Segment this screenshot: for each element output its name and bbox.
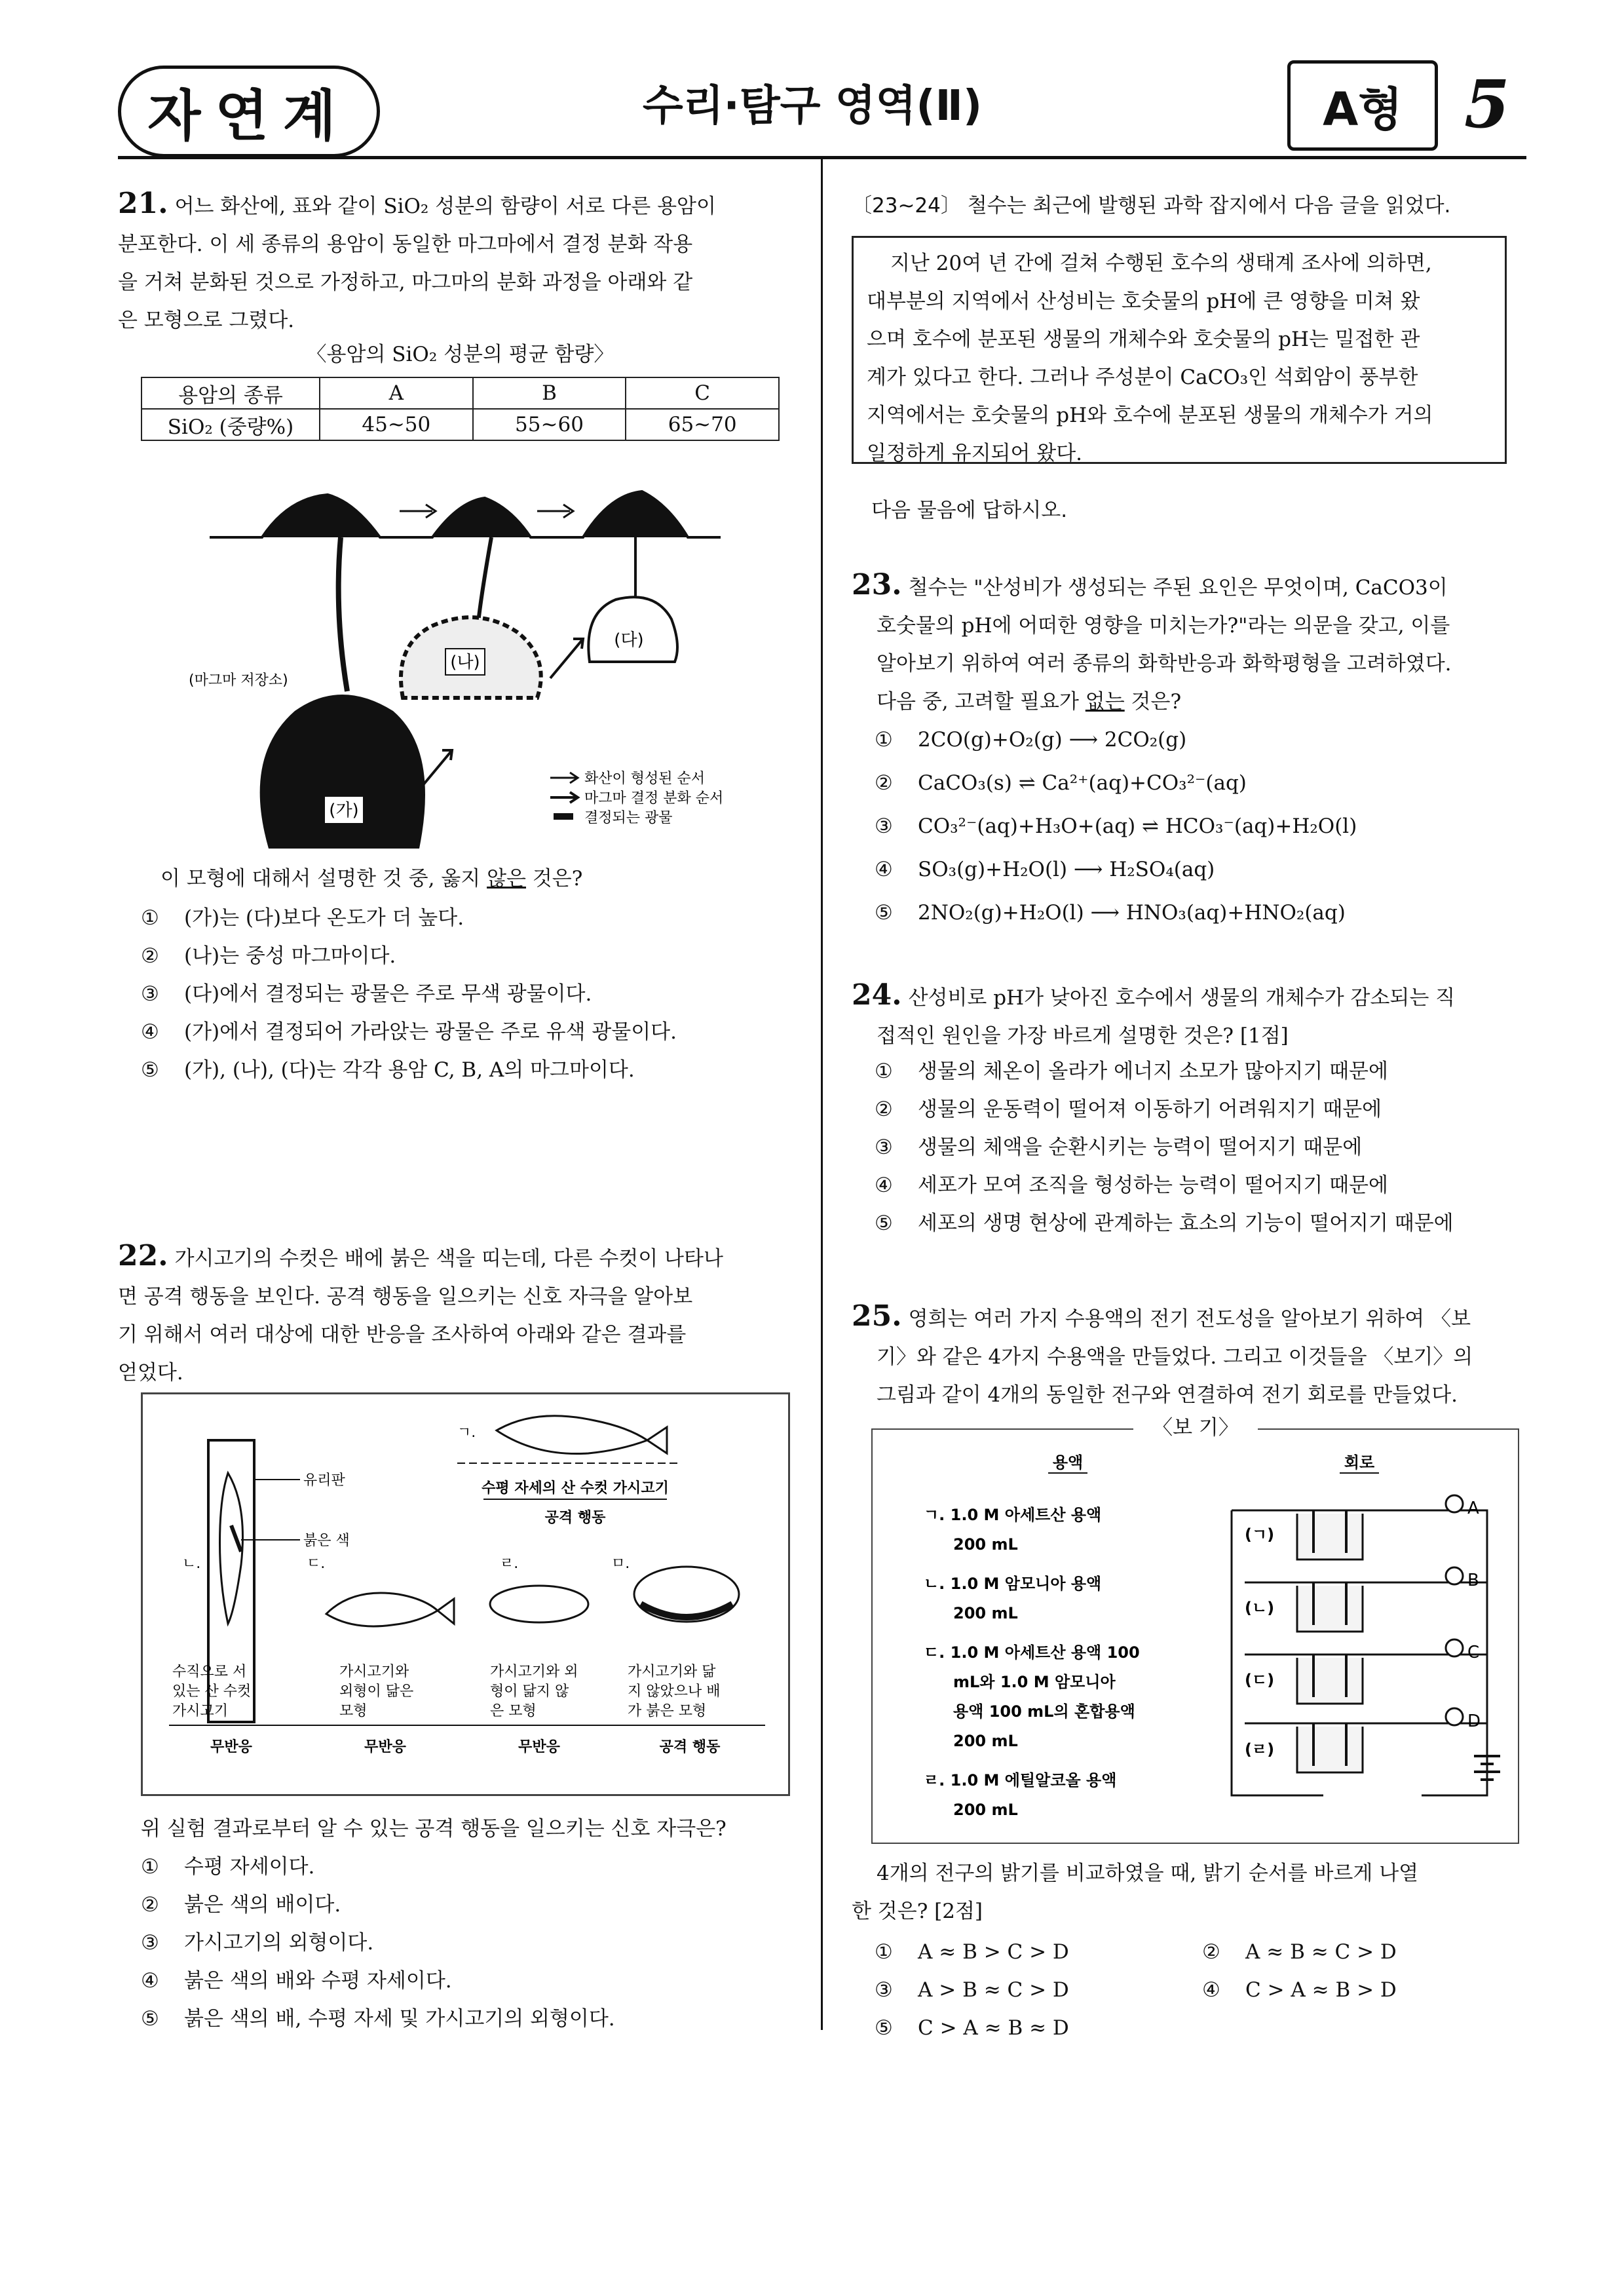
q21-option-3[interactable] bbox=[141, 975, 803, 1013]
legend-differentiation-label: 마그마 결정 분화 순서 bbox=[584, 790, 724, 807]
solution-da-line-4: 200 mL bbox=[953, 1732, 1018, 1750]
option-mark: ④ bbox=[875, 1174, 893, 1197]
q22-stem bbox=[118, 1237, 799, 1392]
differentiation-arrow-2 bbox=[550, 639, 583, 678]
item-ma-desc-1: 가시고기와 닮 bbox=[628, 1664, 716, 1680]
beaker-na bbox=[1297, 1586, 1363, 1632]
form-label: A형 bbox=[1323, 82, 1403, 136]
answer-prompt: 다음 물음에 답하시오. bbox=[871, 499, 1068, 522]
bulb-b-label: B bbox=[1467, 1571, 1479, 1590]
item-ga-result: 공격 행동 bbox=[544, 1510, 606, 1526]
q23-option-2[interactable] bbox=[875, 761, 1523, 805]
option-text: (나)는 중성 마그마이다. bbox=[184, 944, 396, 968]
magma-chamber-label: (마그마 저장소) bbox=[189, 672, 288, 689]
solution-header: 용액 bbox=[1052, 1453, 1084, 1472]
bulb-c-label: C bbox=[1467, 1643, 1480, 1662]
q25-stem bbox=[852, 1297, 1533, 1414]
option-text: CaCO₃(s) ⇌ Ca²⁺(aq)+CO₃²⁻(aq) bbox=[918, 771, 1247, 795]
q23-stem bbox=[852, 566, 1533, 721]
table-cell: 55~60 bbox=[473, 409, 626, 440]
passage-line-5: 지역에서는 호숫물의 pH와 호수에 분포된 생물의 개체수가 거의 bbox=[867, 404, 1433, 427]
q21-option-1[interactable] bbox=[141, 899, 803, 937]
q22-number: 22. bbox=[118, 1239, 168, 1272]
q23-line-3: 알아보기 위하여 여러 종류의 화학반응과 화학평형을 고려하였다. bbox=[877, 652, 1452, 676]
item-ma-letter: ㅁ. bbox=[611, 1556, 630, 1572]
q21-question-post: 것은? bbox=[525, 867, 583, 890]
solution-ga-line-2: 200 mL bbox=[953, 1535, 1018, 1554]
q24-option-2[interactable] bbox=[875, 1090, 1523, 1128]
item-na-desc-1: 수직으로 서 bbox=[172, 1664, 247, 1680]
q25-option-4[interactable] bbox=[1202, 1971, 1397, 2009]
option-text: (가)는 (다)보다 온도가 더 높다. bbox=[184, 906, 464, 930]
q23-question-pre: 다음 중, 고려할 필요가 bbox=[877, 690, 1086, 714]
q24-options bbox=[875, 1052, 1523, 1242]
model-red-belly bbox=[634, 1567, 739, 1622]
option-mark: ① bbox=[875, 1940, 893, 1964]
option-text: 붉은 색의 배, 수평 자세 및 가시고기의 외형이다. bbox=[184, 2007, 615, 2031]
q25-line-1: 영희는 여러 가지 수용액의 전기 전도성을 알아보기 위하여 〈보 bbox=[908, 1307, 1471, 1331]
q21-question-underline: 않은 bbox=[487, 867, 526, 890]
volcano-surface bbox=[210, 491, 721, 537]
q24-option-4[interactable] bbox=[875, 1166, 1523, 1204]
option-mark: ④ bbox=[141, 1969, 159, 1993]
q24-option-1[interactable] bbox=[875, 1052, 1523, 1090]
option-text: C > A ≈ B > D bbox=[1245, 1978, 1397, 2002]
option-mark: ② bbox=[875, 771, 893, 795]
option-text: A ≈ B > C > D bbox=[918, 1940, 1069, 1964]
solution-na-line-2: 200 mL bbox=[953, 1604, 1018, 1622]
item-ma-desc-2: 지 않았으나 배 bbox=[628, 1683, 721, 1700]
item-da-desc-3: 모형 bbox=[339, 1703, 368, 1719]
option-mark: ⑤ bbox=[875, 2016, 893, 2040]
option-mark: ① bbox=[875, 728, 893, 752]
q22-option-3[interactable] bbox=[141, 1924, 803, 1962]
passage-line-2: 대부분의 지역에서 산성비는 호숫물의 pH에 큰 영향을 미쳐 왔 bbox=[867, 290, 1420, 313]
option-mark: ⑤ bbox=[875, 1212, 893, 1235]
q25-question-line-2: 한 것은? [2점] bbox=[852, 1900, 983, 1923]
bulb-b-icon bbox=[1446, 1567, 1463, 1584]
option-text: 세포가 모여 조직을 형성하는 능력이 떨어지기 때문에 bbox=[918, 1174, 1388, 1197]
table-header-cell: 용암의 종류 bbox=[142, 377, 320, 409]
beaker-ra bbox=[1297, 1727, 1363, 1772]
solution-ga-line-1: ㄱ. 1.0 M 아세트산 용액 bbox=[924, 1506, 1102, 1524]
q22-line-4: 얻었다. bbox=[118, 1361, 183, 1385]
q25-option-2[interactable] bbox=[1202, 1933, 1397, 1971]
option-mark: ③ bbox=[141, 1931, 159, 1955]
bulb-a-label: A bbox=[1467, 1499, 1479, 1518]
option-text: CO₃²⁻(aq)+H₃O+(aq) ⇌ HCO₃⁻(aq)+H₂O(l) bbox=[918, 814, 1357, 838]
legend-formation-arrow bbox=[550, 773, 578, 783]
item-na-desc-3: 가시고기 bbox=[172, 1703, 229, 1719]
option-text: 붉은 색의 배이다. bbox=[184, 1893, 341, 1917]
q22-option-4[interactable] bbox=[141, 1962, 803, 2000]
beaker-na-label: (ㄴ) bbox=[1245, 1599, 1275, 1617]
passage-box bbox=[852, 236, 1507, 464]
option-text: (가), (나), (다)는 각각 용암 C, B, A의 마그마이다. bbox=[184, 1058, 635, 1082]
option-text: A ≈ B ≈ C > D bbox=[1245, 1940, 1397, 1964]
option-mark: ⑤ bbox=[875, 901, 893, 925]
q23-line-1: 철수는 "산성비가 생성되는 주된 요인은 무엇이며, CaCO3이 bbox=[908, 576, 1448, 600]
q25-line-3: 그림과 같이 4개의 동일한 전구와 연결하여 전기 회로를 만들었다. bbox=[877, 1383, 1458, 1407]
passage-line-6: 일정하게 유지되어 왔다. bbox=[867, 442, 1083, 465]
q21-stem bbox=[118, 185, 799, 339]
q24-option-5[interactable] bbox=[875, 1204, 1523, 1242]
q21-line-3: 을 거쳐 분화된 것으로 가정하고, 마그마의 분화 과정을 아래와 같 bbox=[118, 271, 693, 294]
model-blob bbox=[490, 1586, 588, 1622]
bulb-group bbox=[1446, 1495, 1463, 1725]
q25-option-5[interactable] bbox=[875, 2009, 1530, 2047]
q23-option-4[interactable] bbox=[875, 848, 1523, 891]
table-cell: 45~50 bbox=[320, 409, 473, 440]
surface-arrow-1-outline bbox=[400, 505, 436, 518]
option-mark: ② bbox=[141, 944, 159, 968]
option-text: 생물의 체온이 올라가 에너지 소모가 많아지기 때문에 bbox=[918, 1060, 1388, 1083]
q23-24-intro: 〔23~24〕 철수는 최근에 발행된 과학 잡지에서 다음 글을 읽었다. bbox=[852, 194, 1451, 218]
chamber-ga bbox=[260, 695, 425, 849]
item-ma-desc-3: 가 붉은 모형 bbox=[628, 1703, 707, 1719]
red-label: 붉은 색 bbox=[303, 1533, 350, 1549]
model-fish-tail bbox=[438, 1599, 454, 1624]
bulb-a-icon bbox=[1446, 1495, 1463, 1512]
item-da-desc-1: 가시고기와 bbox=[339, 1664, 409, 1680]
q24-stem bbox=[852, 976, 1533, 1055]
option-text: 2NO₂(g)+H₂O(l) ⟶ HNO₃(aq)+HNO₂(aq) bbox=[918, 901, 1346, 925]
conduit-na bbox=[478, 537, 491, 622]
q24-line-2: 접적인 원인을 가장 바르게 설명한 것은? [1점] bbox=[877, 1024, 1289, 1048]
bulb-c-icon bbox=[1446, 1639, 1463, 1656]
table-header-row bbox=[142, 377, 779, 409]
horizontal-fish bbox=[497, 1416, 647, 1454]
chamber-na-label: (나) bbox=[450, 653, 480, 672]
circuit-header: 회로 bbox=[1344, 1453, 1375, 1472]
q21-line-1: 어느 화산에, 표와 같이 SiO₂ 성분의 함량이 서로 다른 용암이 bbox=[174, 195, 716, 218]
q21-line-4: 은 모형으로 그렸다. bbox=[118, 309, 295, 332]
option-text: 생물의 체액을 순환시키는 능력이 떨어지기 때문에 bbox=[918, 1136, 1363, 1159]
solution-da-line-1: ㄷ. 1.0 M 아세트산 용액 100 bbox=[924, 1643, 1140, 1662]
option-text: (가)에서 결정되어 가라앉는 광물은 주로 유색 광물이다. bbox=[184, 1020, 677, 1044]
beaker-ga bbox=[1297, 1514, 1363, 1559]
option-mark: ④ bbox=[1202, 1978, 1220, 2002]
q21-options bbox=[141, 899, 803, 1089]
q25-option-1[interactable] bbox=[875, 1933, 1202, 1971]
item-da-result: 무반응 bbox=[364, 1739, 406, 1755]
legend-formation-label: 화산이 형성된 순서 bbox=[584, 771, 706, 787]
q24-number: 24. bbox=[852, 978, 902, 1012]
q23-question-underline: 없는 bbox=[1085, 690, 1125, 714]
option-text: C > A ≈ B ≈ D bbox=[918, 2016, 1069, 2040]
q23-option-5[interactable] bbox=[875, 891, 1523, 934]
option-text: 붉은 색의 배와 수평 자세이다. bbox=[184, 1969, 452, 1993]
q23-options bbox=[875, 718, 1523, 934]
legend-mineral-mark bbox=[554, 813, 573, 820]
option-mark: ⑤ bbox=[141, 2007, 159, 2031]
q21-question-pre: 이 모형에 대해서 설명한 것 중, 옳지 bbox=[161, 867, 487, 890]
item-da-letter: ㄷ. bbox=[307, 1556, 326, 1572]
beakers bbox=[1297, 1514, 1363, 1772]
form-badge bbox=[1287, 60, 1438, 151]
option-mark: ① bbox=[141, 1855, 159, 1879]
item-ra-desc-2: 형이 닮지 않 bbox=[490, 1683, 569, 1700]
solution-ra-line-1: ㄹ. 1.0 M 에틸알코올 용액 bbox=[924, 1771, 1117, 1789]
table-cell: SiO₂ (중량%) bbox=[142, 409, 320, 440]
passage-line-4: 계가 있다고 한다. 그러나 주성분이 CaCO₃인 석회암이 풍부한 bbox=[867, 366, 1418, 389]
q25-number: 25. bbox=[852, 1299, 902, 1333]
item-ga-caption: 수평 자세의 산 수컷 가시고기 bbox=[482, 1480, 669, 1497]
model-fish-shaped bbox=[326, 1593, 438, 1626]
q24-line-1: 산성비로 pH가 낮아진 호수에서 생물의 개체수가 감소되는 직 bbox=[908, 986, 1456, 1010]
option-mark: ② bbox=[141, 1893, 159, 1917]
q25-options bbox=[875, 1933, 1530, 2047]
q22-option-2[interactable] bbox=[141, 1886, 803, 1924]
chamber-da bbox=[588, 597, 677, 662]
q23-number: 23. bbox=[852, 568, 902, 602]
option-text: 생물의 운동력이 떨어져 이동하기 어려워지기 때문에 bbox=[918, 1098, 1382, 1121]
section-badge bbox=[118, 66, 380, 157]
column-divider bbox=[821, 156, 823, 2030]
q21-line-2: 분포한다. 이 세 종류의 용암이 동일한 마그마에서 결정 분화 작용 bbox=[118, 233, 693, 256]
q22-line-1: 가시고기의 수컷은 배에 붉은 색을 띠는데, 다른 수컷이 나타나 bbox=[174, 1247, 723, 1271]
q21-option-2[interactable] bbox=[141, 937, 803, 975]
table-row bbox=[142, 409, 779, 440]
q21-option-5[interactable] bbox=[141, 1051, 803, 1089]
q25-option-3[interactable] bbox=[875, 1971, 1202, 2009]
option-mark: ② bbox=[875, 1098, 893, 1121]
item-na-desc-2: 있는 산 수컷 bbox=[172, 1683, 252, 1700]
item-da-desc-2: 외형이 닮은 bbox=[339, 1683, 414, 1700]
q23-option-3[interactable] bbox=[875, 805, 1523, 848]
option-text: SO₃(g)+H₂O(l) ⟶ H₂SO₄(aq) bbox=[918, 858, 1215, 881]
item-ga-letter: ㄱ. bbox=[457, 1425, 476, 1441]
option-mark: ① bbox=[875, 1060, 893, 1083]
legend-mineral-label: 결정되는 광물 bbox=[584, 810, 673, 826]
item-ra-desc-1: 가시고기와 외 bbox=[490, 1664, 578, 1680]
q24-option-3[interactable] bbox=[875, 1128, 1523, 1166]
option-mark: ② bbox=[1202, 1940, 1220, 1964]
option-mark: ③ bbox=[875, 1136, 893, 1159]
solution-da-line-2: mL와 1.0 M 암모니아 bbox=[953, 1673, 1116, 1691]
section-label: 자연계 bbox=[147, 83, 350, 148]
solution-na-line-1: ㄴ. 1.0 M 암모니아 용액 bbox=[924, 1575, 1102, 1593]
item-na-result: 무반응 bbox=[210, 1739, 252, 1755]
q21-table-title: 〈용암의 SiO₂ 성분의 평균 함량〉 bbox=[306, 343, 614, 366]
table-header-cell: B bbox=[473, 377, 626, 409]
table-header-cell: A bbox=[320, 377, 473, 409]
solution-ra-line-2: 200 mL bbox=[953, 1801, 1018, 1819]
horizontal-fish-tail bbox=[647, 1427, 667, 1453]
beaker-ra-label: (ㄹ) bbox=[1245, 1740, 1275, 1759]
bulb-d-label: D bbox=[1467, 1712, 1481, 1731]
option-mark: ③ bbox=[875, 1978, 893, 2002]
q22-options bbox=[141, 1848, 803, 2038]
q23-option-1[interactable] bbox=[875, 718, 1523, 761]
option-mark: ① bbox=[141, 906, 159, 930]
q21-option-4[interactable] bbox=[141, 1013, 803, 1051]
bogi-title: 〈보 기〉 bbox=[1133, 1409, 1258, 1447]
option-text: A > B ≈ C > D bbox=[918, 1978, 1069, 2002]
q21-number: 21. bbox=[118, 187, 168, 220]
conductivity-figure bbox=[878, 1442, 1510, 1835]
conduit-ga bbox=[339, 537, 347, 691]
option-mark: ④ bbox=[141, 1020, 159, 1044]
q22-line-2: 면 공격 행동을 보인다. 공격 행동을 일으키는 신호 자극을 알아보 bbox=[118, 1285, 693, 1309]
surface-arrow-2-outline bbox=[537, 505, 573, 518]
magma-differentiation-diagram bbox=[183, 482, 773, 849]
item-ra-result: 무반응 bbox=[518, 1739, 560, 1755]
q25-question bbox=[852, 1854, 1533, 1930]
beaker-da bbox=[1297, 1658, 1363, 1704]
solution-da-line-3: 용액 100 mL의 혼합용액 bbox=[953, 1702, 1135, 1721]
option-mark: ④ bbox=[875, 858, 893, 881]
item-ra-desc-3: 은 모형 bbox=[490, 1703, 537, 1719]
item-na-letter: ㄴ. bbox=[182, 1556, 201, 1572]
q21-sio2-table bbox=[141, 377, 780, 441]
q22-option-1[interactable] bbox=[141, 1848, 803, 1886]
passage-line-1: 지난 20여 년 간에 걸쳐 수행된 호수의 생태계 조사에 의하면, bbox=[890, 252, 1432, 275]
option-mark: ③ bbox=[141, 982, 159, 1006]
q22-line-3: 기 위해서 여러 대상에 대한 반응을 조사하여 아래와 같은 결과를 bbox=[118, 1323, 687, 1347]
stickleback-experiment-figure bbox=[141, 1392, 790, 1796]
item-ra-letter: ㄹ. bbox=[500, 1556, 519, 1572]
option-mark: ⑤ bbox=[141, 1058, 159, 1082]
legend-differentiation-arrow bbox=[550, 792, 578, 803]
option-text: 2CO(g)+O₂(g) ⟶ 2CO₂(g) bbox=[918, 728, 1187, 752]
table-cell: 65~70 bbox=[626, 409, 779, 440]
q23-line-2: 호숫물의 pH에 어떠한 영향을 미치는가?"라는 의문을 갖고, 이를 bbox=[877, 614, 1450, 638]
differentiation-arrow-1 bbox=[419, 750, 452, 790]
option-text: 세포의 생명 현상에 관계하는 효소의 기능이 떨어지기 때문에 bbox=[918, 1212, 1454, 1235]
option-text: 수평 자세이다. bbox=[184, 1855, 315, 1879]
q25-line-2: 기〉와 같은 4가지 수용액을 만들었다. 그리고 이것들을 〈보기〉의 bbox=[877, 1345, 1473, 1369]
item-ma-result: 공격 행동 bbox=[659, 1739, 721, 1755]
q25-question-line-1: 4개의 전구의 밝기를 비교하였을 때, 밝기 순서를 바르게 나열 bbox=[877, 1862, 1419, 1885]
glass-label: 유리판 bbox=[303, 1472, 345, 1489]
q21-question bbox=[161, 860, 803, 898]
chamber-ga-label: (가) bbox=[329, 801, 359, 820]
bulb-d-icon bbox=[1446, 1708, 1463, 1725]
q23-question-post: 것은? bbox=[1124, 690, 1182, 714]
q22-question: 위 실험 결과로부터 알 수 있는 공격 행동을 일으키는 신호 자극은? bbox=[141, 1817, 727, 1841]
beaker-da-label: (ㄷ) bbox=[1245, 1671, 1275, 1689]
exam-title: 수리·탐구 영역(Ⅱ) bbox=[642, 82, 983, 130]
table-header-cell: C bbox=[626, 377, 779, 409]
option-text: 가시고기의 외형이다. bbox=[184, 1931, 374, 1955]
q22-option-5[interactable] bbox=[141, 2000, 803, 2038]
option-mark: ③ bbox=[875, 814, 893, 838]
beaker-ga-label: (ㄱ) bbox=[1245, 1525, 1275, 1544]
passage-line-3: 으며 호수에 분포된 생물의 개체수와 호숫물의 pH는 밀접한 관 bbox=[867, 328, 1420, 351]
chamber-da-label: (다) bbox=[614, 630, 644, 650]
option-text: (다)에서 결정되는 광물은 주로 무색 광물이다. bbox=[184, 982, 592, 1006]
page-number: 5 bbox=[1464, 66, 1510, 143]
